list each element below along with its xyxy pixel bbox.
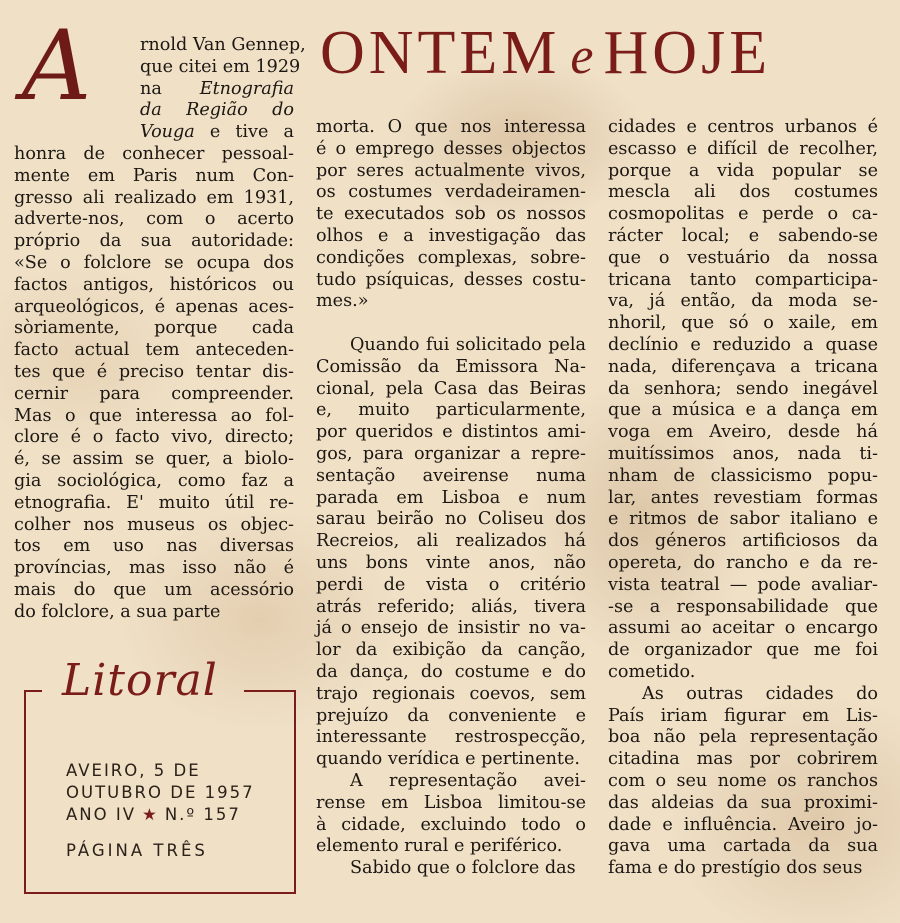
text-line: é, se assim se quer, a biolo- [14, 449, 294, 470]
text-line: dos géneros artificiosos da [608, 531, 878, 552]
text-line: e ritmos de sabor italiano e [608, 509, 878, 530]
text-line: que o vestuário da nossa [608, 247, 878, 268]
text-line: nhoril, que só o xaile, em [608, 313, 878, 334]
text-line: assumi ao aceitar o encargo [608, 618, 878, 639]
text-line: gia sociológica, como faz a [14, 470, 294, 491]
text-line: boa não pela representação [608, 727, 878, 748]
text-line: factos antigos, históricos ou [14, 274, 294, 295]
text-line: olhos e a investigação das [316, 225, 586, 246]
text-line: os costumes verdadeiramen- [316, 182, 586, 203]
text-line: etnografia. E' muito útil re- [14, 492, 294, 513]
text-line: muitíssimos anos, nada ti- [608, 443, 878, 464]
text-line: mente em Paris num Con- [14, 165, 294, 186]
text-line: morta. O que nos interessa [316, 117, 586, 137]
text-line: perdi de vista o critério [316, 574, 586, 595]
text-line: gresso ali realizado em 1931, [14, 187, 294, 208]
text-line: com o seu nome os ranchos [608, 770, 878, 791]
text-line: cometido. [608, 661, 696, 682]
text-line: clore é o facto vivo, directo; [14, 427, 294, 448]
star-icon: ★ [142, 805, 159, 824]
text-line: Sabido que o folclore das [350, 858, 576, 879]
text-line: do folclore, a sua parte [14, 601, 221, 622]
headline-ontem: ONTEM [320, 19, 561, 87]
text-line: -se a responsabilidade que [608, 596, 878, 617]
text-line: sentação aveirense numa [316, 465, 586, 486]
masthead-issue-number: N.º 157 [164, 805, 241, 824]
text-line: da senhora; sendo inegável [608, 378, 878, 399]
text-line: declínio e reduzido a quase [608, 334, 878, 355]
text-line: «Se o folclore se ocupa dos [14, 252, 294, 273]
text-line: por queridos e distintos ami- [316, 422, 586, 443]
text-line: lor da exibição da canção, [316, 640, 586, 661]
text-line: de organizador que me foi [608, 640, 878, 661]
text-line: colher nos museus os objec- [14, 514, 294, 535]
text-line: da dança, do costume e do [316, 661, 586, 682]
text-line: tricana tanto comparticipa- [608, 269, 878, 290]
text-line: que a música e a dança em [608, 400, 878, 421]
text-line: porque a vida popular se [608, 160, 878, 181]
text-line: na Etnografia [140, 78, 294, 99]
text-line: arqueológicos, é apenas aces- [14, 296, 294, 317]
text-line: cidades e centros urbanos é [608, 117, 878, 137]
text-line: te executados sob os nossos [316, 204, 586, 225]
masthead-city-date: AVEIRO, 5 DE [66, 761, 201, 780]
headline-hoje: HOJE [603, 19, 772, 87]
text-line: nada, diferençava a tricana [608, 356, 878, 377]
text-line: País iriam figurar em Lis- [608, 705, 878, 726]
text-line: à cidade, excluindo todo o [316, 814, 586, 835]
text-line: opereta, do rancho e da re- [608, 552, 878, 573]
headline [320, 18, 880, 89]
text-line: tes que é preciso tentar dis- [14, 361, 294, 382]
text-line: que citei em 1929 [140, 56, 301, 77]
text-line: já o ensejo de insistir no va- [316, 618, 586, 639]
text-line: é o emprego desses objectos [316, 138, 586, 159]
masthead-issue-row [66, 804, 256, 826]
text-line: gava uma cartada da sua [608, 836, 878, 857]
text-line: dade e influência. Aveiro jo- [608, 814, 878, 835]
newspaper-logo: Litoral [62, 655, 218, 706]
text-line: va, já então, da moda se- [608, 291, 878, 312]
article-column-1 [14, 35, 306, 624]
text-line: elemento rural e periférico. [316, 836, 563, 857]
text-line: mescla ali dos costumes [608, 182, 878, 203]
text-line: atrás referido; aliás, tivera [316, 596, 586, 617]
masthead-month-year: OUTUBRO DE 1957 [66, 783, 255, 802]
text-line: adverte-nos, com o acerto [14, 209, 294, 230]
text-line: honra de conhecer pessoal- [14, 143, 294, 164]
text-line: da Região do [140, 100, 294, 121]
text-line: vista teatral — pode avaliar- [608, 574, 878, 595]
text-line: das aldeias da sua proximi- [608, 792, 878, 813]
text-line: mais do que um acessório [14, 579, 294, 600]
text-line: quando verídica e pertinente. [316, 749, 581, 770]
text-line: cional, pela Casa das Beiras [316, 378, 586, 399]
text-line: cosmopolitas e perde o ca- [608, 204, 878, 225]
text-line: tos em uso nas diversas [14, 536, 294, 557]
article-column-2 [316, 117, 586, 880]
drop-cap: A [22, 10, 92, 122]
text-line: interessante restrospecção, [316, 727, 586, 748]
text-line: Recreios, ali realizados há [316, 531, 586, 552]
text-line: A representação avei- [350, 770, 586, 791]
text-line: escasso e difícil de recolher, [608, 138, 878, 159]
text-line: próprio da sua autoridade: [14, 231, 294, 252]
text-line: voga em Aveiro, desde há [608, 422, 878, 443]
text-line: tudo psíquicas, desses costu- [316, 269, 586, 290]
masthead-page: PÁGINA TRÊS [66, 841, 208, 860]
headline-conjunction: e [570, 28, 594, 85]
text-line: por seres actualmente vivos, [316, 160, 586, 181]
text-line: prejuízo da conveniente e [316, 705, 586, 726]
text-line: uns bons vinte anos, não [316, 552, 586, 573]
text-line: Quando fui solicitado pela [350, 334, 586, 355]
text-line: Comissão da Emissora Na- [316, 356, 586, 377]
text-line: rácter local; e sabendo-se [608, 225, 878, 246]
text-line: lar, antes revestiam formas [608, 487, 878, 508]
text-line: Mas o que interessa ao fol- [14, 405, 294, 426]
text-line: rnold Van Gennep, [140, 35, 306, 55]
masthead-info [66, 760, 256, 862]
text-line: sarau beirão no Coliseu dos [316, 509, 586, 530]
text-line [316, 313, 586, 335]
text-line: citadina mas por cobrirem [608, 749, 878, 770]
text-line: cernir para compreender. [14, 383, 294, 404]
text-line: mes.» [316, 291, 369, 312]
text-line: As outras cidades do [642, 683, 878, 704]
text-line: províncias, mas isso não é [14, 558, 294, 579]
text-line: parada em Lisboa e num [316, 487, 586, 508]
text-line: trajo regionais coevos, sem [316, 683, 586, 704]
text-line: Vouga e tive a [140, 122, 294, 143]
text-line: condições complexas, sobre- [316, 247, 586, 268]
text-line: facto actual tem anteceden- [14, 340, 294, 361]
text-line: gos, para organizar a repre- [316, 443, 586, 464]
masthead-year-number: ANO IV [66, 805, 137, 824]
text-line: nham de classicismo popu- [608, 465, 878, 486]
article-column-3 [608, 117, 878, 880]
text-line: fama e do prestígio dos seus [608, 858, 863, 879]
text-line: e, muito particularmente, [316, 400, 586, 421]
text-line: sòriamente, porque cada [14, 318, 294, 339]
text-line: rense em Lisboa limitou-se [316, 792, 586, 813]
